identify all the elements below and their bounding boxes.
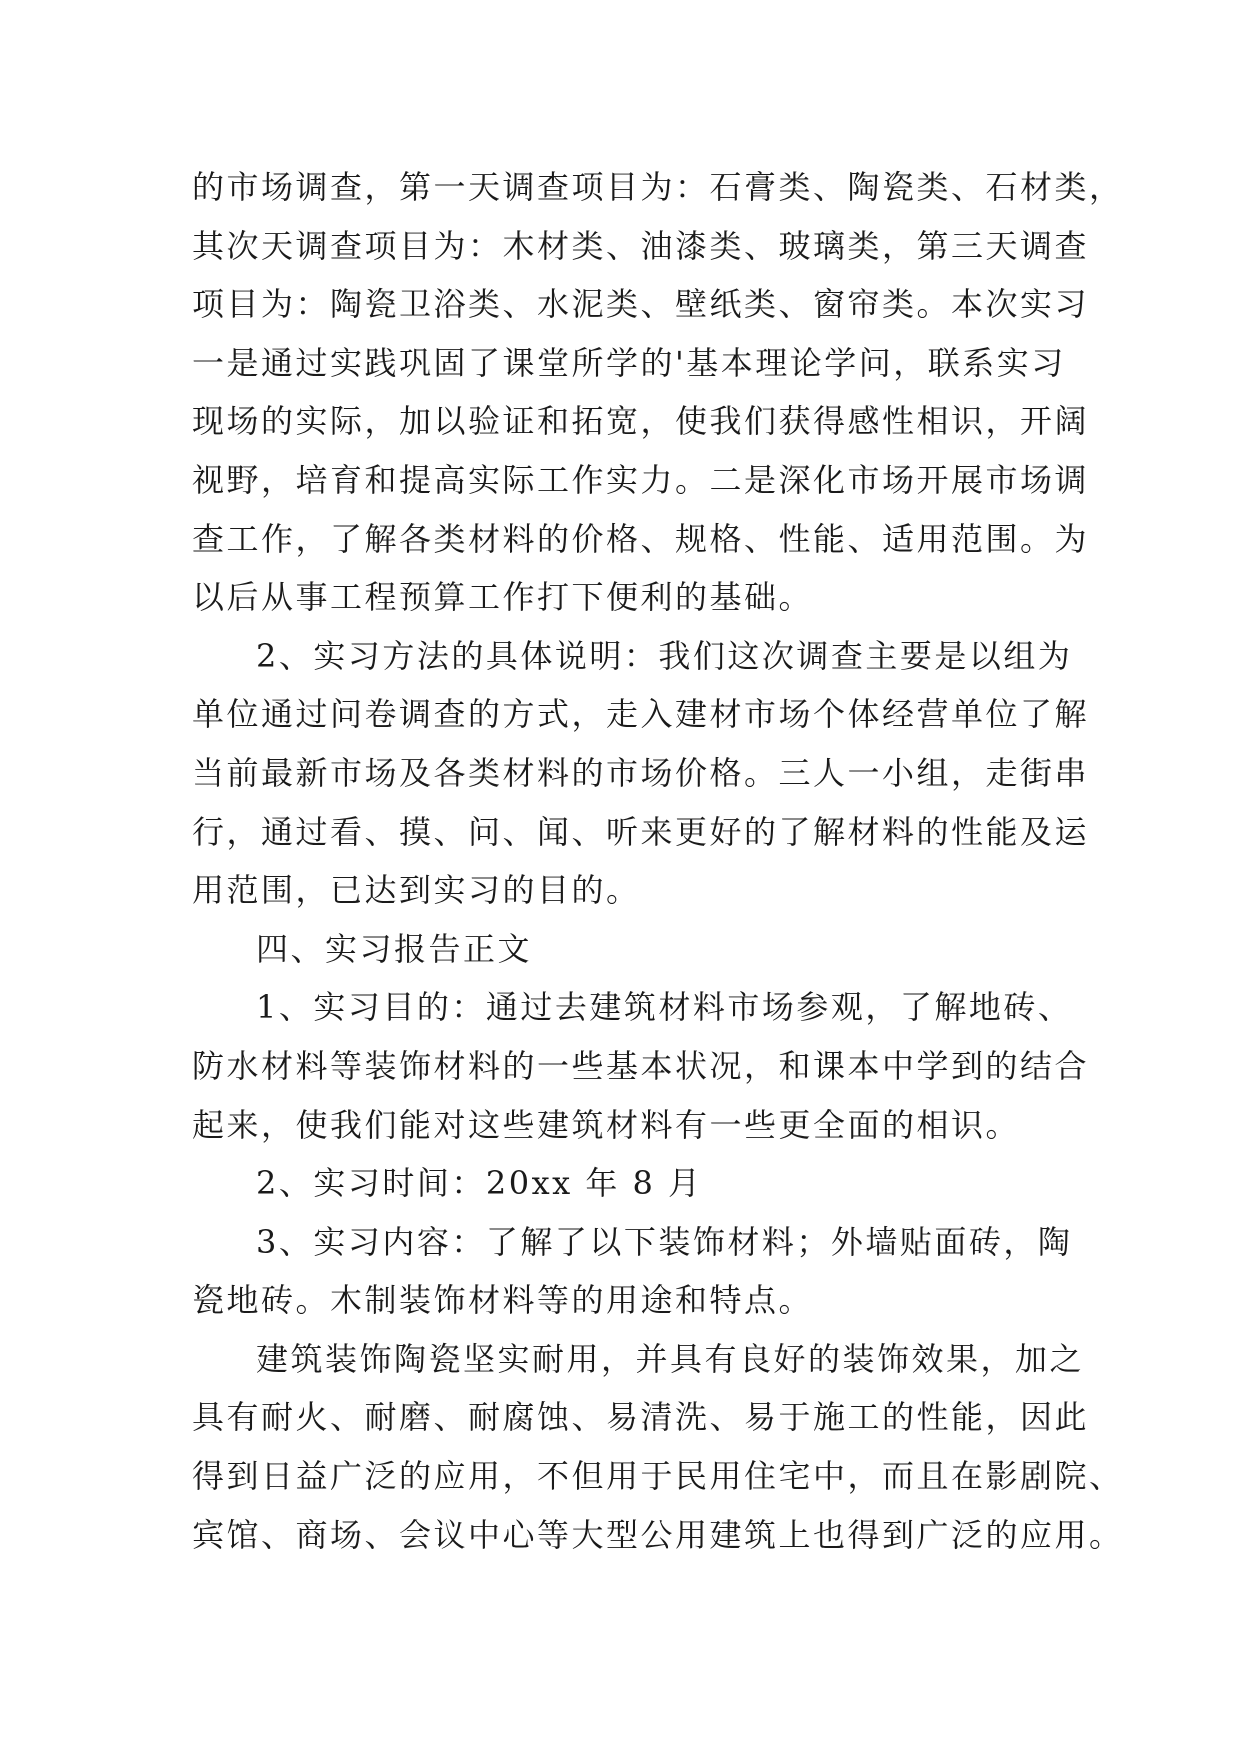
text-line-22: 具有耐火、耐磨、耐腐蚀、易清洗、易于施工的性能，因此 bbox=[192, 1398, 1090, 1437]
text-line-16: 防水材料等装饰材料的一些基本状况，和课本中学到的结合 bbox=[192, 1046, 1090, 1085]
section-heading: 四、实习报告正文 bbox=[256, 929, 533, 968]
text-line-24: 宾馆、商场、会议中心等大型公用建筑上也得到广泛的应用。 bbox=[192, 1515, 1124, 1554]
text-line-17: 起来，使我们能对这些建筑材料有一些更全面的相识。 bbox=[192, 1105, 1021, 1144]
text-line-2: 其次天调查项目为：木材类、油漆类、玻璃类，第三天调查 bbox=[192, 226, 1090, 265]
document-body bbox=[192, 158, 1124, 1564]
text-line-20: 瓷地砖。木制装饰材料等的用途和特点。 bbox=[192, 1281, 814, 1320]
text-line-8: 以后从事工程预算工作打下便利的基础。 bbox=[192, 578, 814, 617]
text-line-7: 查工作，了解各类材料的价格、规格、性能、适用范围。为 bbox=[192, 519, 1090, 558]
text-line-9: 2、实习方法的具体说明：我们这次调查主要是以组为 bbox=[256, 636, 1073, 675]
text-line-12: 行，通过看、摸、问、闻、听来更好的了解材料的性能及运 bbox=[192, 812, 1090, 851]
text-line-15: 1、实习目的：通过去建筑材料市场参观，了解地砖、 bbox=[256, 988, 1073, 1027]
text-line-5: 现场的实际，加以验证和拓宽，使我们获得感性相识，开阔 bbox=[192, 402, 1090, 441]
text-line-11: 当前最新市场及各类材料的市场价格。三人一小组，走街串 bbox=[192, 753, 1090, 792]
text-line-21: 建筑装饰陶瓷坚实耐用，并具有良好的装饰效果，加之 bbox=[256, 1339, 1085, 1378]
text-line-18: 2、实习时间：20xx 年 8 月 bbox=[256, 1164, 703, 1203]
text-line-6: 视野，培育和提高实际工作实力。二是深化市场开展市场调 bbox=[192, 460, 1090, 499]
text-line-23: 得到日益广泛的应用，不但用于民用住宅中，而且在影剧院、 bbox=[192, 1457, 1124, 1496]
text-line-19: 3、实习内容：了解了以下装饰材料；外墙贴面砖，陶 bbox=[256, 1222, 1073, 1261]
text-line-10: 单位通过问卷调查的方式，走入建材市场个体经营单位了解 bbox=[192, 695, 1090, 734]
text-line-1: 的市场调查，第一天调查项目为：石膏类、陶瓷类、石材类， bbox=[192, 168, 1124, 206]
text-line-13: 用范围，已达到实习的目的。 bbox=[192, 871, 641, 910]
text-line-3: 项目为：陶瓷卫浴类、水泥类、壁纸类、窗帘类。本次实习 bbox=[192, 285, 1090, 324]
text-line-4: 一是通过实践巩固了课堂所学的'基本理论学问，联系实习 bbox=[192, 343, 1066, 382]
